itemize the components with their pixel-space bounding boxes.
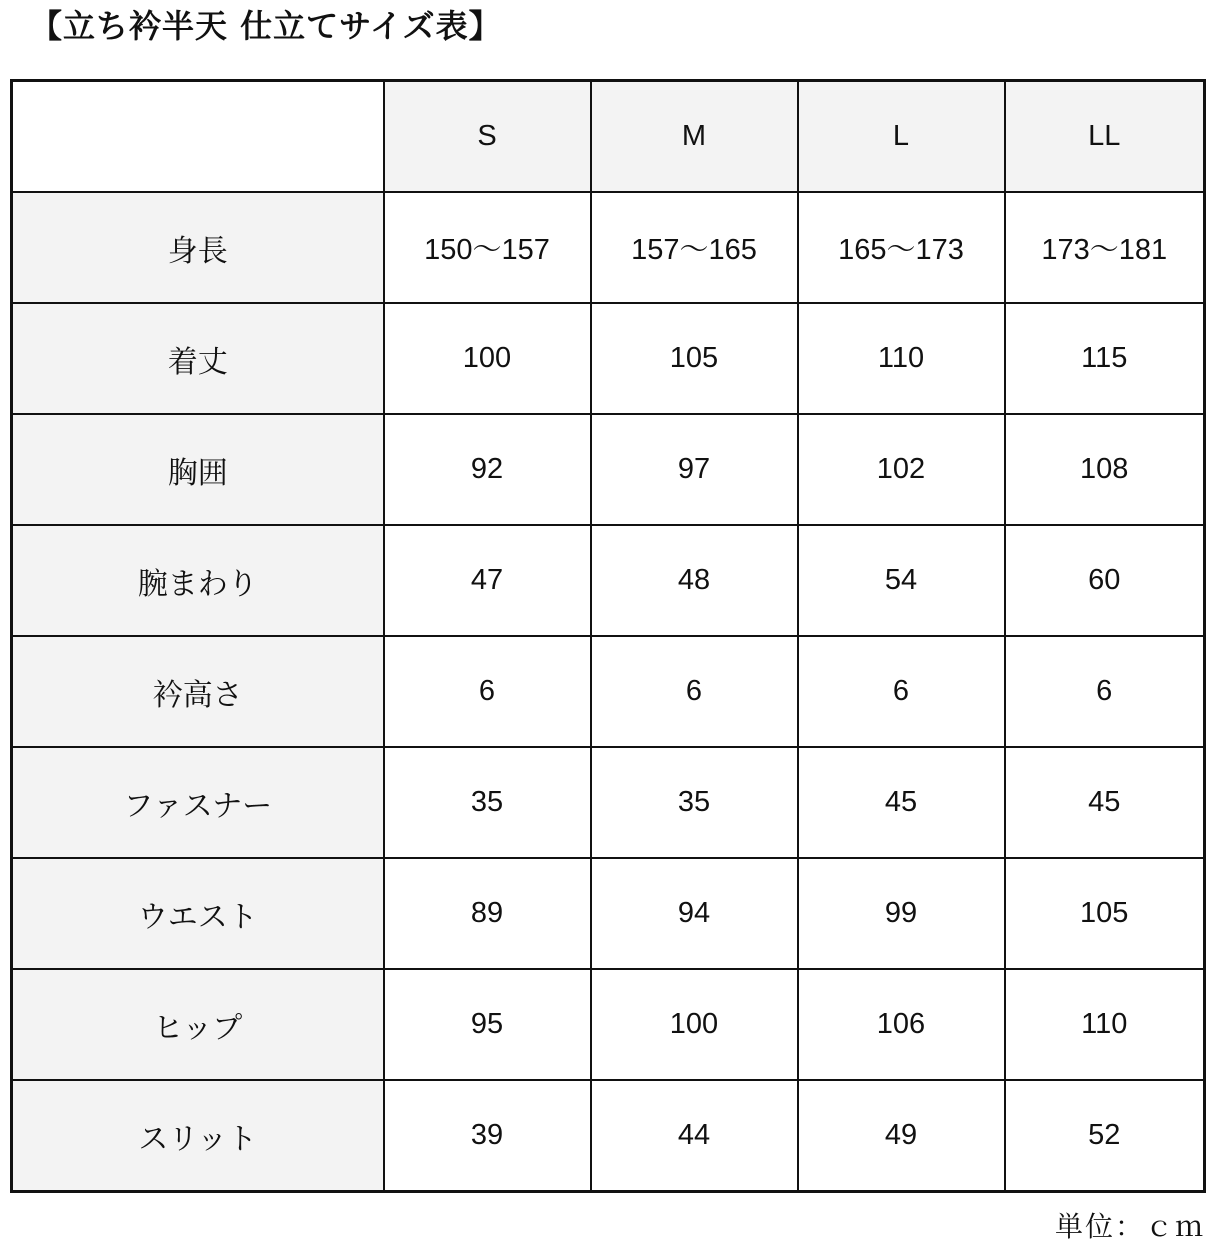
table-cell: 95 bbox=[384, 969, 591, 1080]
table-cell: 100 bbox=[591, 969, 798, 1080]
table-cell: 45 bbox=[798, 747, 1005, 858]
table-cell: 54 bbox=[798, 525, 1005, 636]
table-cell: 47 bbox=[384, 525, 591, 636]
table-row bbox=[12, 858, 1205, 969]
row-label: ヒップ bbox=[12, 969, 384, 1080]
corner-cell bbox=[12, 81, 384, 193]
size-header-m: M bbox=[591, 81, 798, 193]
table-row bbox=[12, 636, 1205, 747]
row-label: ウエスト bbox=[12, 858, 384, 969]
table-cell: 35 bbox=[591, 747, 798, 858]
table-cell: 6 bbox=[798, 636, 1005, 747]
table-row bbox=[12, 192, 1205, 303]
row-label: 腕まわり bbox=[12, 525, 384, 636]
table-cell: 157～165 bbox=[591, 192, 798, 303]
table-cell: 97 bbox=[591, 414, 798, 525]
table-cell: 100 bbox=[384, 303, 591, 414]
table-cell: 150～157 bbox=[384, 192, 591, 303]
table-cell: 35 bbox=[384, 747, 591, 858]
table-cell: 60 bbox=[1005, 525, 1205, 636]
table-cell: 39 bbox=[384, 1080, 591, 1192]
table-cell: 49 bbox=[798, 1080, 1005, 1192]
table-cell: 48 bbox=[591, 525, 798, 636]
table-cell: 110 bbox=[798, 303, 1005, 414]
table-cell: 105 bbox=[1005, 858, 1205, 969]
table-cell: 106 bbox=[798, 969, 1005, 1080]
table-cell: 89 bbox=[384, 858, 591, 969]
size-header-s: S bbox=[384, 81, 591, 193]
page-title: 【立ち衿半天 仕立てサイズ表】 bbox=[30, 7, 502, 45]
table-row bbox=[12, 414, 1205, 525]
row-label: スリット bbox=[12, 1080, 384, 1192]
table-cell: 110 bbox=[1005, 969, 1205, 1080]
table-cell: 115 bbox=[1005, 303, 1205, 414]
size-header-l: L bbox=[798, 81, 1005, 193]
table-cell: 52 bbox=[1005, 1080, 1205, 1192]
size-table bbox=[10, 79, 1206, 1193]
table-cell: 92 bbox=[384, 414, 591, 525]
table-cell: 44 bbox=[591, 1080, 798, 1192]
table-header-row bbox=[12, 81, 1205, 193]
table-row bbox=[12, 969, 1205, 1080]
row-label: 身長 bbox=[12, 192, 384, 303]
table-cell: 45 bbox=[1005, 747, 1205, 858]
table-row bbox=[12, 525, 1205, 636]
size-header-ll: LL bbox=[1005, 81, 1205, 193]
row-label: 着丈 bbox=[12, 303, 384, 414]
row-label: 胸囲 bbox=[12, 414, 384, 525]
table-cell: 108 bbox=[1005, 414, 1205, 525]
table-cell: 165～173 bbox=[798, 192, 1005, 303]
table-cell: 6 bbox=[591, 636, 798, 747]
unit-note: 単位：ｃｍ bbox=[1054, 1210, 1205, 1243]
table-cell: 102 bbox=[798, 414, 1005, 525]
table-row bbox=[12, 1080, 1205, 1192]
row-label: ファスナー bbox=[12, 747, 384, 858]
row-label: 衿高さ bbox=[12, 636, 384, 747]
table-cell: 99 bbox=[798, 858, 1005, 969]
table-cell: 173～181 bbox=[1005, 192, 1205, 303]
table-cell: 94 bbox=[591, 858, 798, 969]
table-row bbox=[12, 747, 1205, 858]
table-cell: 105 bbox=[591, 303, 798, 414]
table-row bbox=[12, 303, 1205, 414]
table-cell: 6 bbox=[1005, 636, 1205, 747]
table-cell: 6 bbox=[384, 636, 591, 747]
